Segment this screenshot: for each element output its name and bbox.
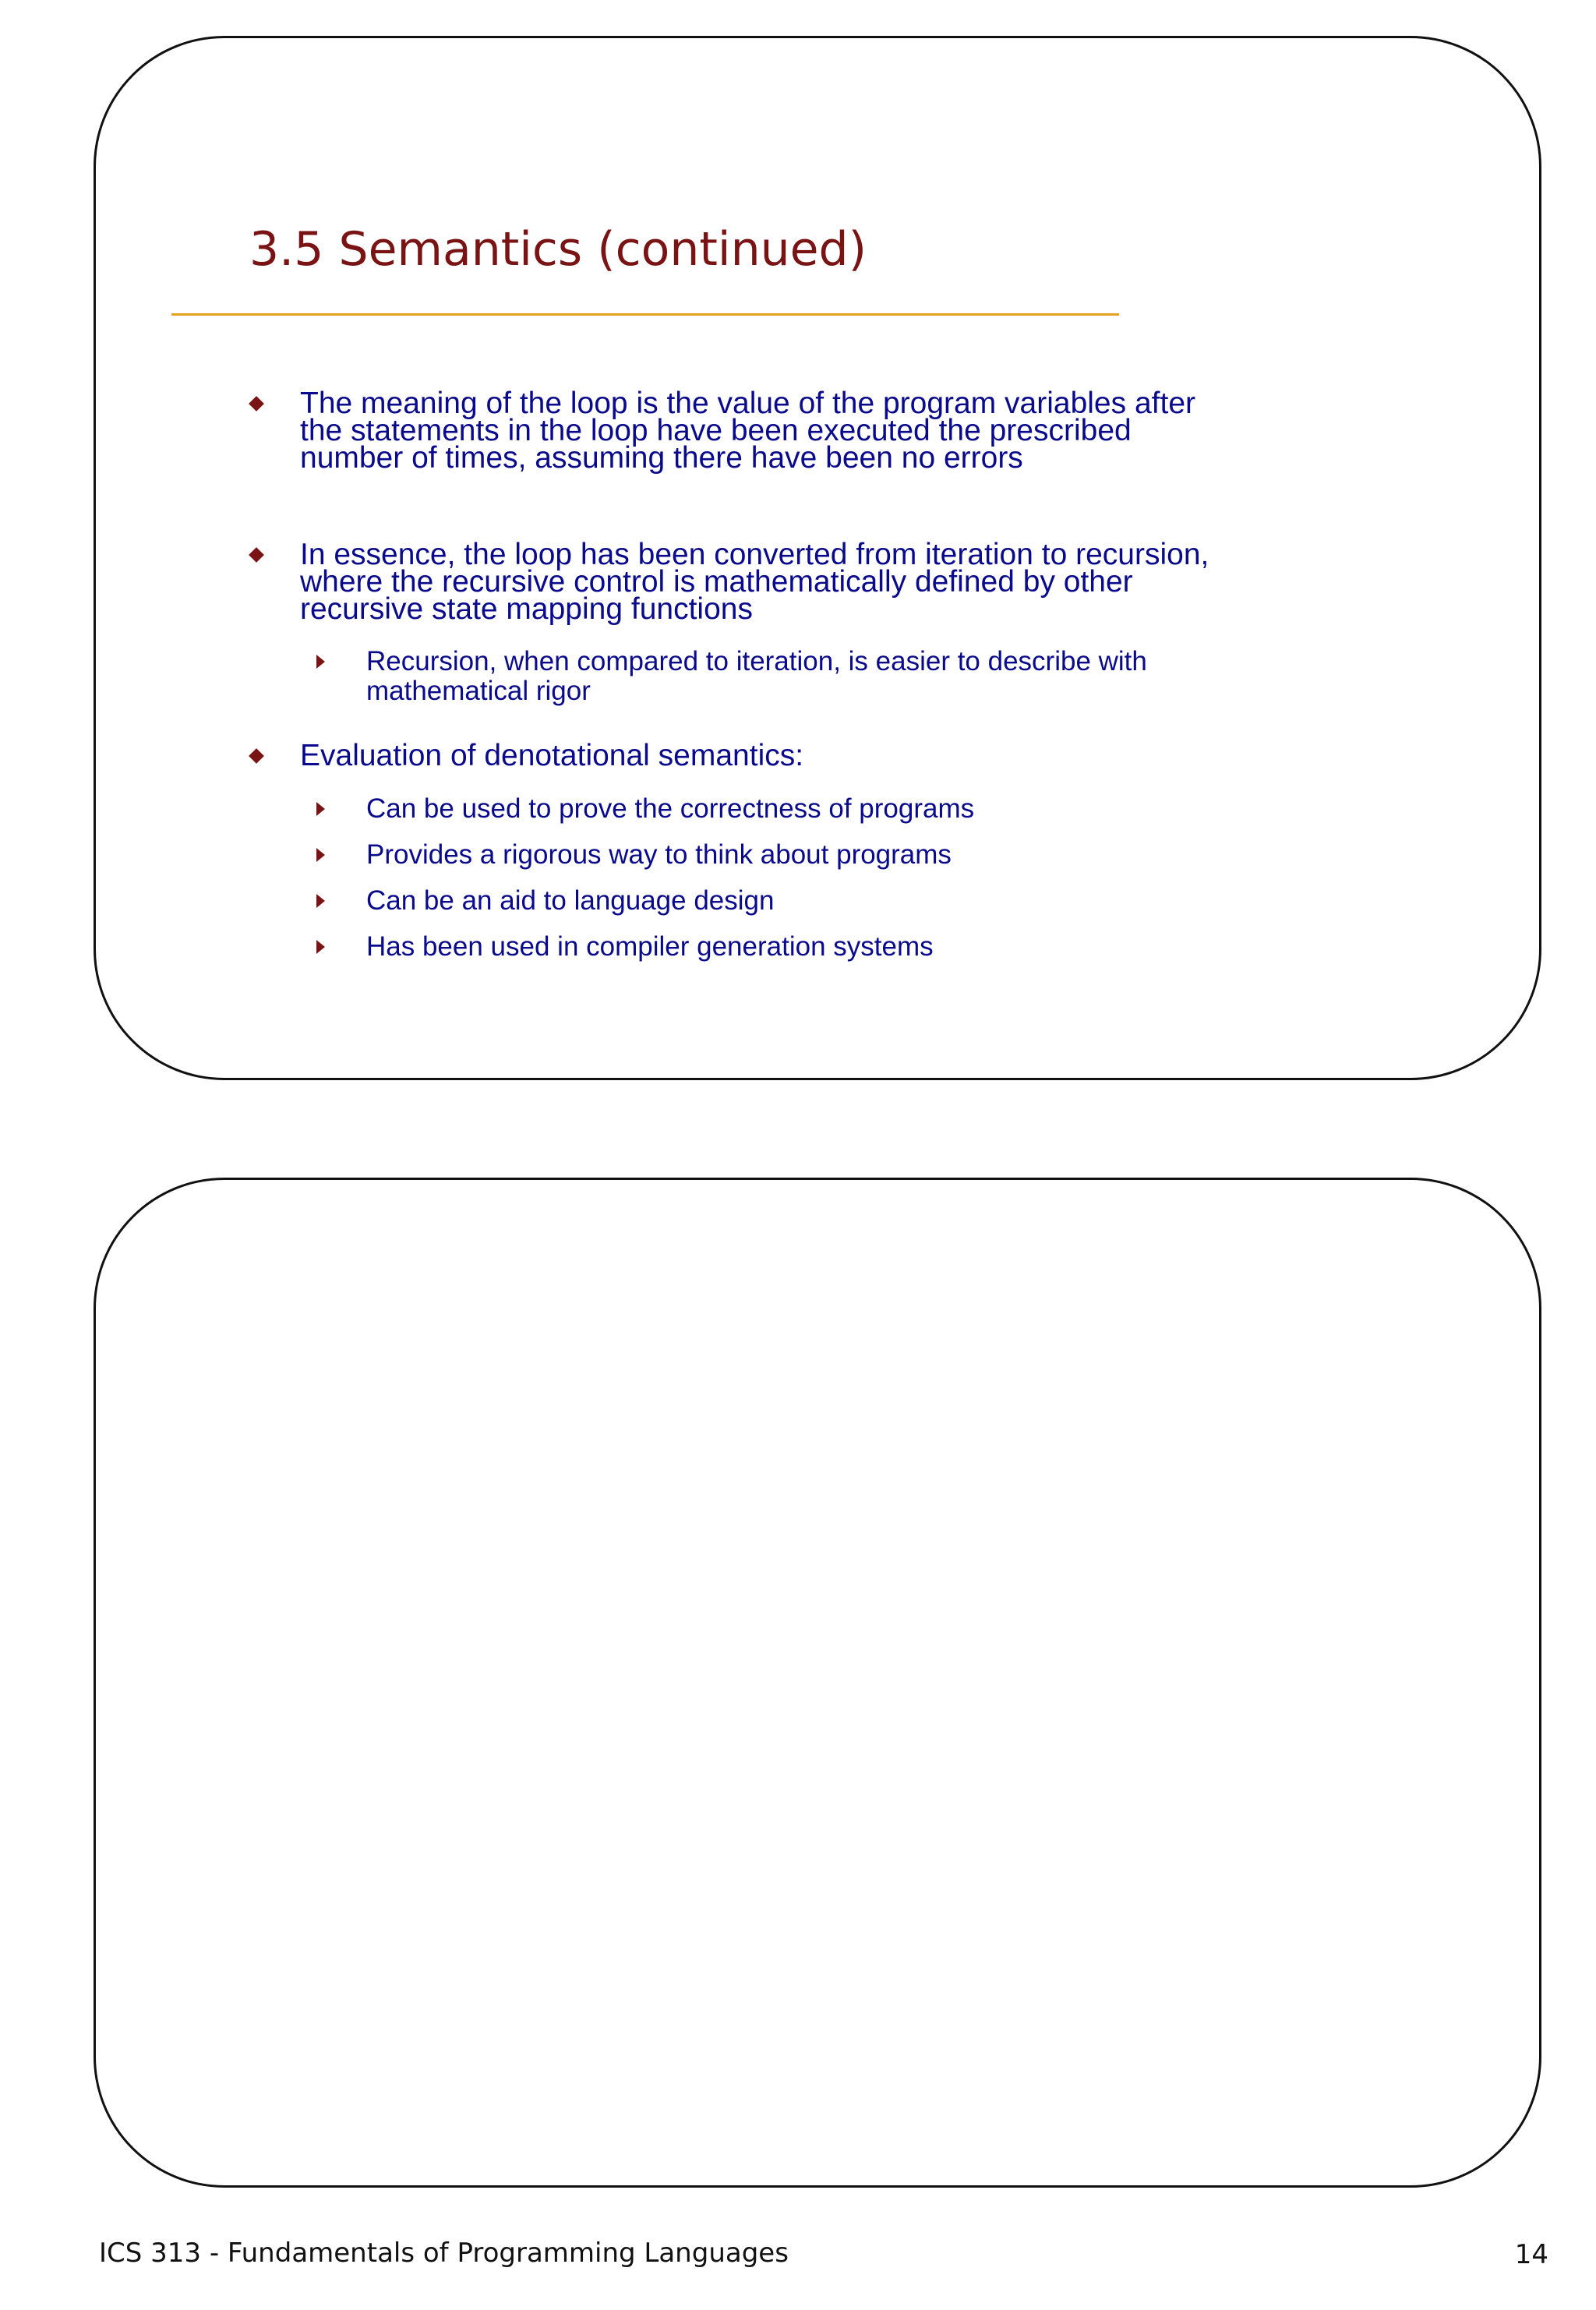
sub-bullet-item bbox=[366, 647, 1223, 706]
title-divider bbox=[171, 313, 1119, 316]
bullet-text: Evaluation of denotational semantics: bbox=[300, 739, 804, 772]
sub-bullet-item bbox=[366, 886, 1223, 916]
sub-bullet-text: Recursion, when compared to iteration, is easier to describe with mathematical rigor bbox=[366, 646, 1147, 706]
page-number: 14 bbox=[1514, 2239, 1548, 2270]
triangle-bullet-icon bbox=[316, 940, 325, 954]
sub-bullet-text: Provides a rigorous way to think about programs bbox=[366, 839, 952, 870]
slide-title: 3.5 Semantics (continued) bbox=[249, 222, 867, 277]
sub-bullet-item bbox=[366, 840, 1223, 870]
bullet-text: In essence, the loop has been converted from iteration to recursion, where the recursive control is mathematically defined by other recursive state mapping functions bbox=[300, 538, 1209, 626]
sub-bullet-item bbox=[366, 794, 1223, 824]
sub-bullet-text: Can be an aid to language design bbox=[366, 885, 775, 916]
notes-panel bbox=[94, 1178, 1541, 2188]
triangle-bullet-icon bbox=[316, 802, 325, 816]
sub-bullet-text: Can be used to prove the correctness of programs bbox=[366, 793, 975, 824]
triangle-bullet-icon bbox=[316, 848, 325, 862]
triangle-bullet-icon bbox=[316, 894, 325, 908]
sub-bullet-item bbox=[366, 932, 1223, 962]
bullet-item bbox=[300, 387, 1235, 475]
footer-course-title: ICS 313 - Fundamentals of Programming Languages bbox=[99, 2238, 789, 2269]
bullet-item bbox=[300, 538, 1235, 626]
bullet-text: The meaning of the loop is the value of the program variables after the statements in the loop have been executed the prescribed number of times, assuming there have been no errors bbox=[300, 387, 1195, 475]
bullet-item bbox=[300, 739, 1235, 772]
triangle-bullet-icon bbox=[316, 655, 325, 669]
sub-bullet-text: Has been used in compiler generation systems bbox=[366, 931, 934, 962]
